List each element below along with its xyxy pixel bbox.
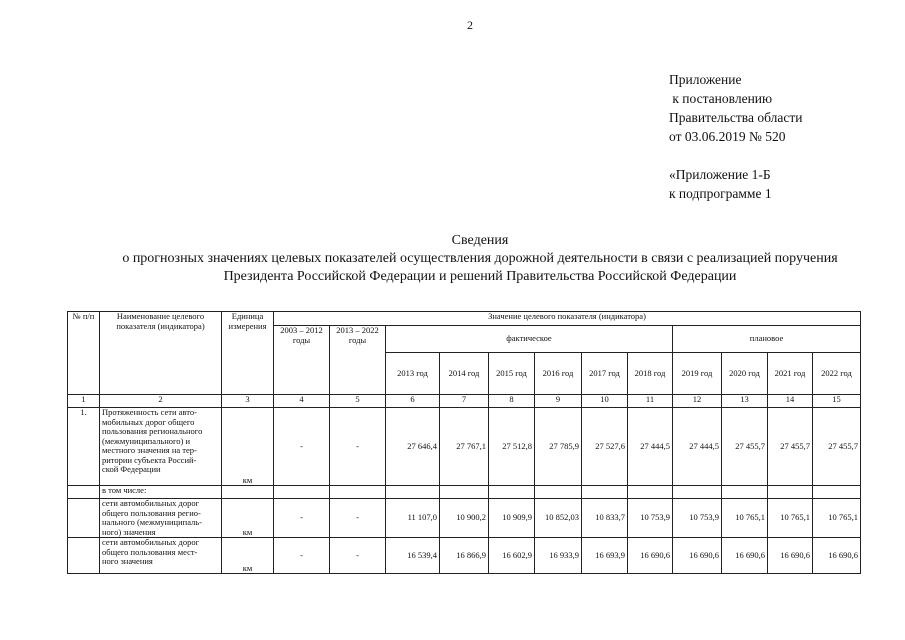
column-number: 9 — [535, 395, 582, 408]
value-cell: 10 909,9 — [489, 499, 535, 538]
value-cell: 16 866,9 — [440, 538, 489, 574]
header-name: Наименование целевого показателя (индикатора) — [100, 312, 222, 395]
row-unit: км — [222, 499, 274, 538]
appendix-line: Приложение — [669, 72, 742, 87]
row-name-line: Протяженность сети авто- — [102, 407, 197, 417]
row-num — [68, 538, 100, 574]
title-line-3: Президента Российской Федерации и решений Правительства Российской Федерации — [223, 269, 737, 284]
row-name-line: мобильных дорог общего — [102, 416, 195, 427]
value-cell: 16 693,9 — [582, 538, 628, 574]
indicators-table — [67, 311, 861, 574]
empty-cell — [535, 486, 582, 499]
appendix-line: «Приложение 1-Б — [669, 167, 771, 182]
header-year: 2018 год — [628, 353, 673, 395]
value-cell: 27 455,7 — [768, 408, 813, 486]
value-cell: 10 900,2 — [440, 499, 489, 538]
row-name-line: нального (межмуниципаль- — [102, 517, 202, 527]
row-period-2: - — [330, 499, 386, 538]
row-period-1: - — [274, 538, 330, 574]
value-cell: 27 512,8 — [489, 408, 535, 486]
empty-cell — [628, 486, 673, 499]
appendix-header — [669, 70, 802, 203]
header-period-2: 2013 – 2022 годы — [330, 326, 386, 395]
column-number: 12 — [673, 395, 722, 408]
empty-cell — [673, 486, 722, 499]
value-cell: 27 785,9 — [535, 408, 582, 486]
value-cell: 27 444,5 — [673, 408, 722, 486]
value-cell: 16 539,4 — [386, 538, 440, 574]
empty-cell — [582, 486, 628, 499]
value-cell: 10 765,1 — [813, 499, 861, 538]
title-line-1: Сведения — [451, 233, 509, 248]
empty-cell — [440, 486, 489, 499]
row-num — [68, 499, 100, 538]
column-number: 5 — [330, 395, 386, 408]
header-planned: плановое — [673, 326, 861, 353]
row-name — [100, 538, 222, 574]
column-number: 8 — [489, 395, 535, 408]
row-period-2: - — [330, 408, 386, 486]
row-name-line: (межмуниципального) и — [102, 435, 191, 446]
column-number: 13 — [722, 395, 768, 408]
appendix-line: к постановлению — [669, 91, 773, 106]
row-name-line: ской Федерации — [102, 464, 161, 474]
row-name-line: ритории субъекта Россий- — [102, 454, 197, 465]
value-cell: 27 767,1 — [440, 408, 489, 486]
value-cell: 11 107,0 — [386, 499, 440, 538]
document-title — [60, 232, 900, 286]
row-period-2: - — [330, 538, 386, 574]
page-number: 2 — [467, 18, 473, 32]
appendix-line: Правительства области — [669, 110, 803, 125]
header-year: 2015 год — [489, 353, 535, 395]
row-name — [100, 499, 222, 538]
appendix-line: от 03.06.2019 № 520 — [669, 129, 786, 144]
value-cell: 10 753,9 — [628, 499, 673, 538]
table-row — [68, 408, 861, 486]
value-cell: 16 602,9 — [489, 538, 535, 574]
header-year: 2013 год — [386, 353, 440, 395]
column-number: 11 — [628, 395, 673, 408]
column-number: 2 — [100, 395, 222, 408]
row-name — [100, 408, 222, 486]
empty-cell — [813, 486, 861, 499]
header-unit: Единица измерения — [222, 312, 274, 395]
column-number: 6 — [386, 395, 440, 408]
header-year: 2016 год — [535, 353, 582, 395]
header-period-1: 2003 – 2012 годы — [274, 326, 330, 395]
table-row — [68, 499, 861, 538]
header-year: 2017 год — [582, 353, 628, 395]
empty-cell — [768, 486, 813, 499]
empty-cell — [386, 486, 440, 499]
row-name-line: ного значения — [102, 556, 153, 566]
empty-cell — [222, 486, 274, 499]
row-subheader: в том числе: — [100, 486, 222, 499]
column-number: 7 — [440, 395, 489, 408]
value-cell: 10 833,7 — [582, 499, 628, 538]
table-row — [68, 486, 861, 499]
column-number: 14 — [768, 395, 813, 408]
value-cell: 16 690,6 — [813, 538, 861, 574]
appendix-gap — [669, 146, 802, 165]
value-cell: 16 933,9 — [535, 538, 582, 574]
row-unit: км — [222, 408, 274, 486]
empty-cell — [274, 486, 330, 499]
header-actual: фактическое — [386, 326, 673, 353]
empty-cell — [722, 486, 768, 499]
title-line-2: о прогнозных значениях целевых показателей осуществления дорожной деятельности в связи с реализацией поручения — [122, 251, 838, 266]
empty-cell — [489, 486, 535, 499]
row-unit: км — [222, 538, 274, 574]
value-cell: 27 527,6 — [582, 408, 628, 486]
value-cell: 10 852,03 — [535, 499, 582, 538]
column-number: 15 — [813, 395, 861, 408]
header-value: Значение целевого показателя (индикатора) — [274, 312, 861, 326]
value-cell: 16 690,6 — [673, 538, 722, 574]
row-name-line: общего пользования регио- — [102, 507, 201, 518]
value-cell: 16 690,6 — [628, 538, 673, 574]
empty-cell — [330, 486, 386, 499]
value-cell: 27 455,7 — [722, 408, 768, 486]
row-period-1: - — [274, 408, 330, 486]
header-year: 2021 год — [768, 353, 813, 395]
value-cell: 27 444,5 — [628, 408, 673, 486]
column-number: 4 — [274, 395, 330, 408]
header-num: № п/п — [68, 312, 100, 395]
value-cell: 16 690,6 — [722, 538, 768, 574]
table-row — [68, 538, 861, 574]
value-cell: 27 646,4 — [386, 408, 440, 486]
value-cell: 27 455,7 — [813, 408, 861, 486]
row-num — [68, 486, 100, 499]
value-cell: 10 753,9 — [673, 499, 722, 538]
value-cell: 10 765,1 — [722, 499, 768, 538]
row-name-line: общего пользования мест- — [102, 546, 198, 557]
row-name-line: сети автомобильных дорог — [102, 537, 200, 547]
header-year: 2014 год — [440, 353, 489, 395]
header-year: 2019 год — [673, 353, 722, 395]
appendix-line: к подпрограмме 1 — [669, 186, 772, 201]
row-period-1: - — [274, 499, 330, 538]
value-cell: 16 690,6 — [768, 538, 813, 574]
header-year: 2020 год — [722, 353, 768, 395]
column-number: 3 — [222, 395, 274, 408]
header-year: 2022 год — [813, 353, 861, 395]
column-number: 10 — [582, 395, 628, 408]
value-cell: 10 765,1 — [768, 499, 813, 538]
row-name-line: сети автомобильных дорог — [102, 498, 200, 508]
row-name-line: пользования регионального — [102, 426, 203, 436]
row-num: 1. — [68, 408, 100, 486]
row-name-line: местного значения на тер- — [102, 445, 197, 455]
column-number: 1 — [68, 395, 100, 408]
row-name-line: ного) значения — [102, 526, 156, 537]
